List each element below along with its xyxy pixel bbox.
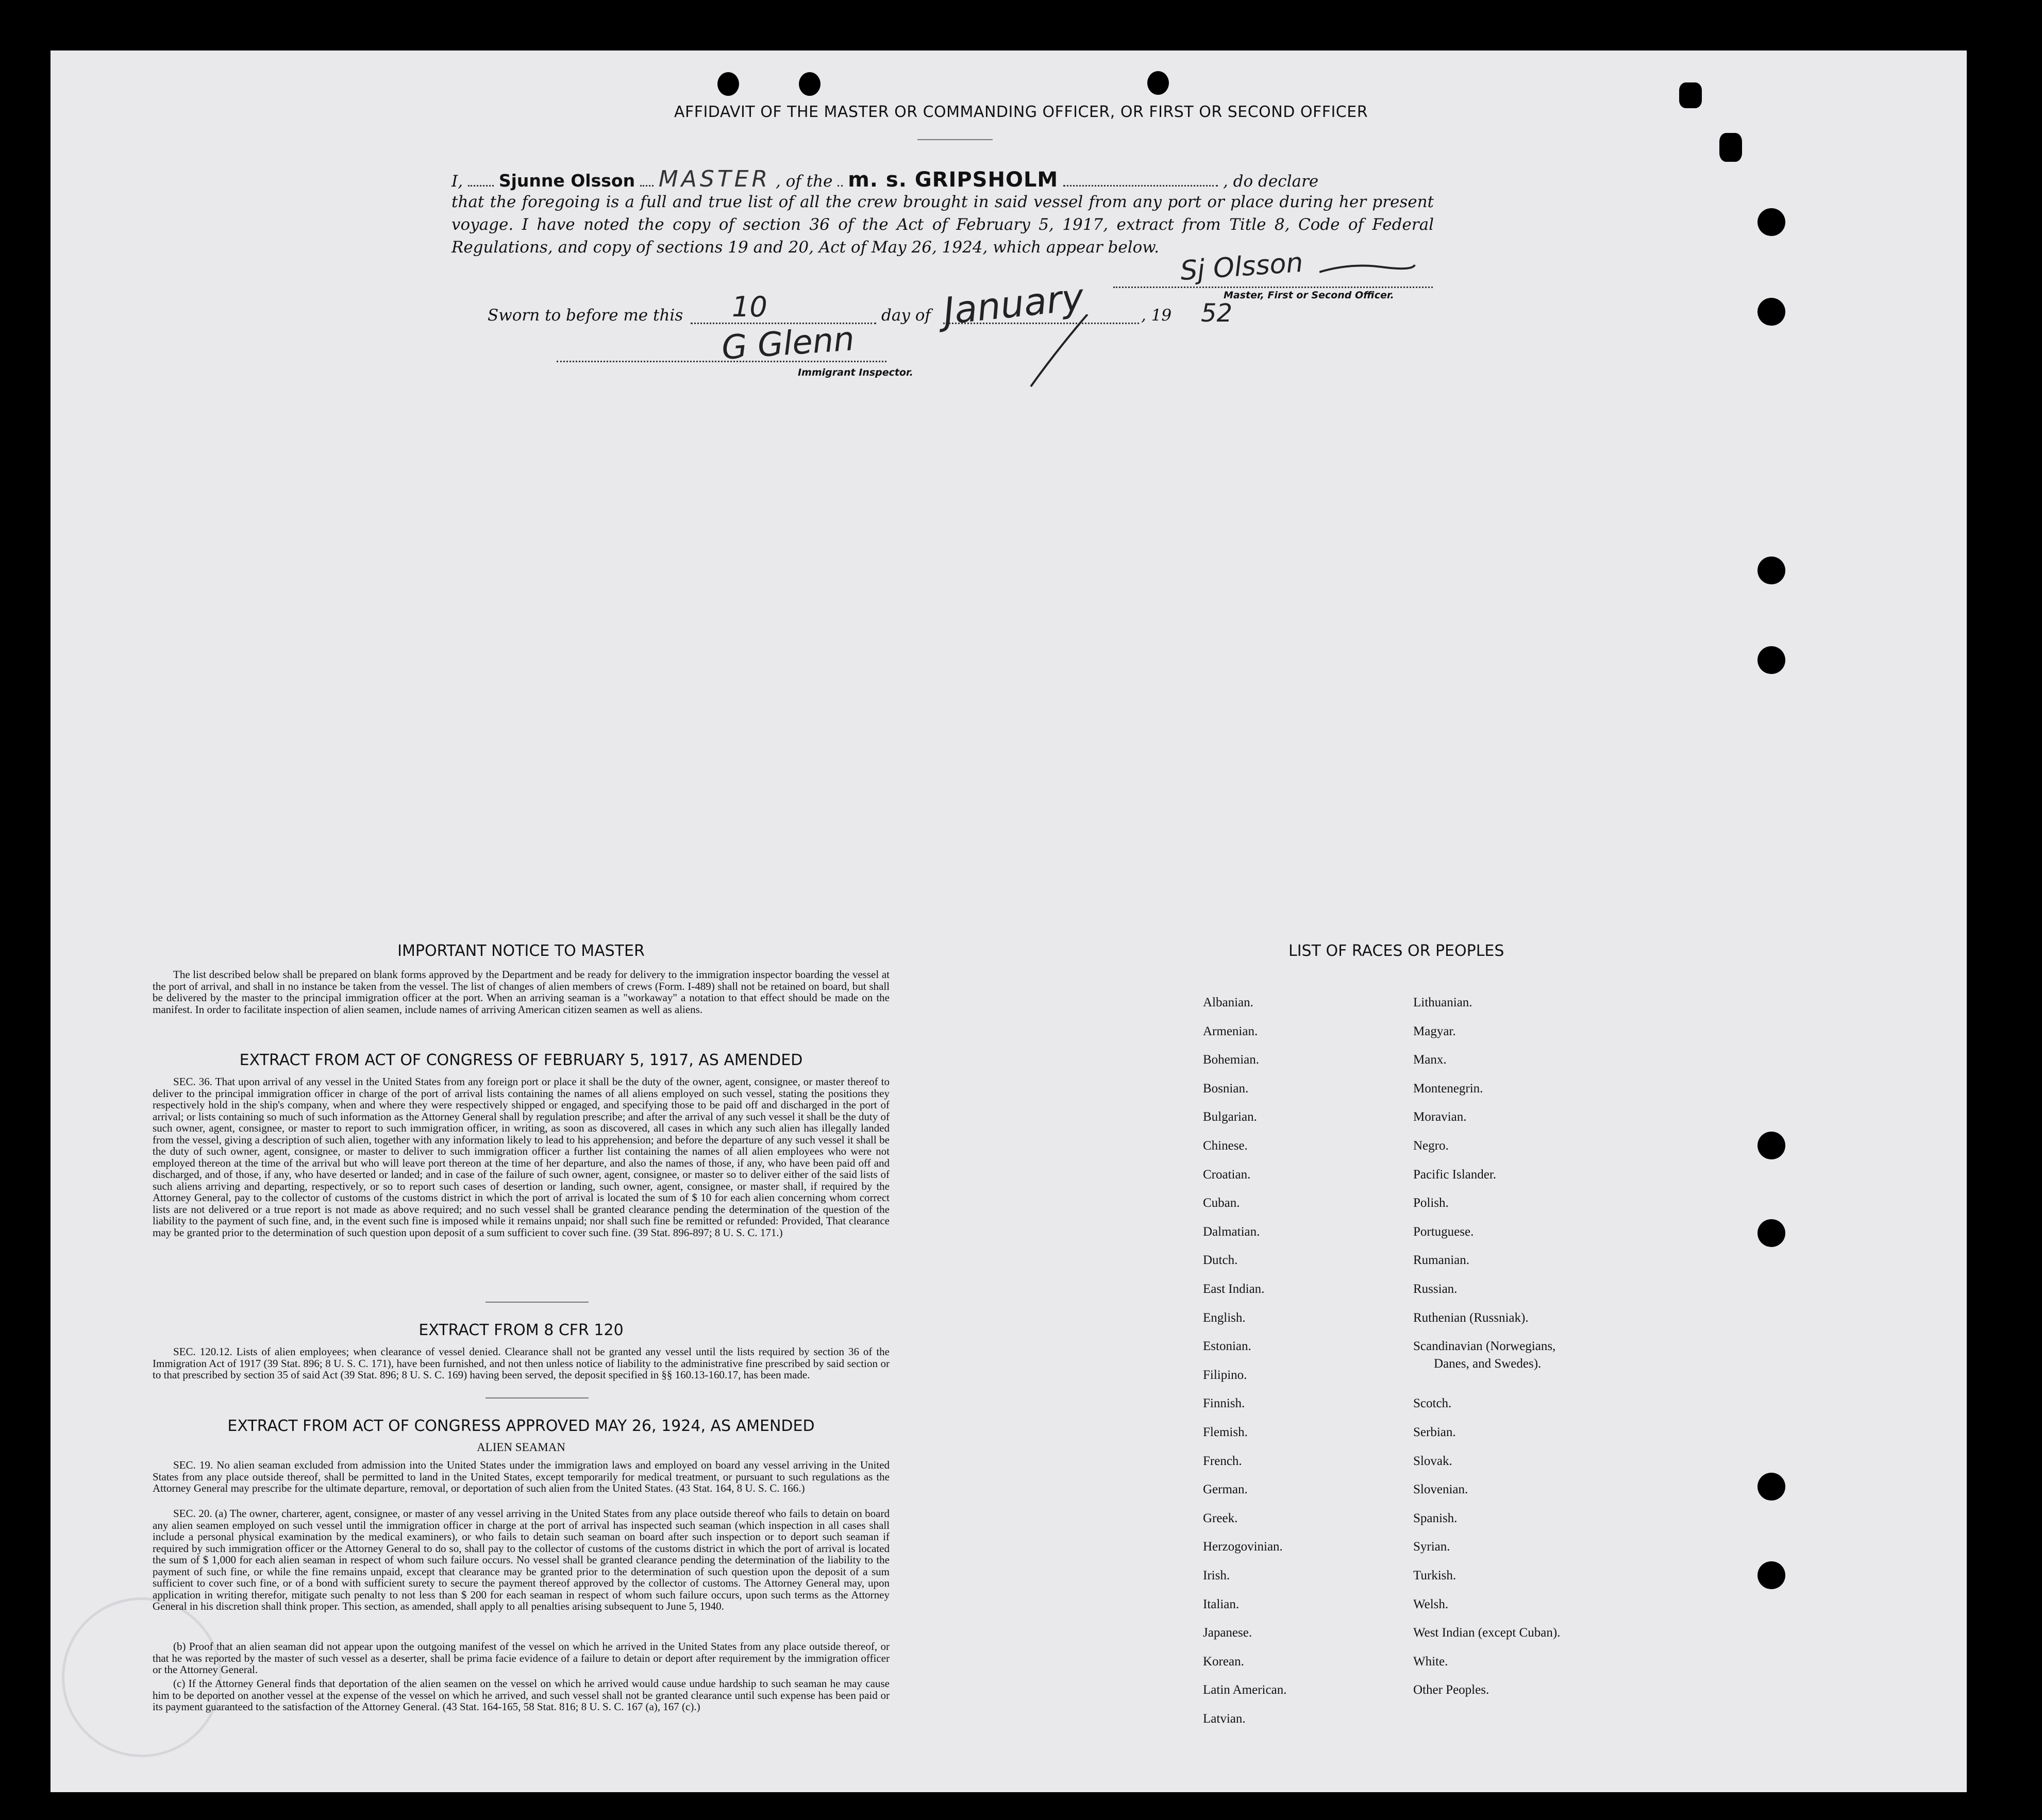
inspector-signature: G Glenn <box>720 320 856 367</box>
race-item: Russian. <box>1413 1282 1458 1296</box>
cfr-body: SEC. 120.12. Lists of alien employees; when clearance of vessel denied. Clearance shall not be granted any vessel until the lists required by section 36 of the Immigration Act of 1917 (39 Stat. 896; 8 U. S. C. 171), have been furnished, and not then unless notice of liability to the administrative fine prescribed by said section or to that prescribed by section 35 of said Act (39 Stat. 896; 8 U. S. C. 169) having been served, the deposit specified in §§ 160.13-160.17, has been made. <box>153 1345 890 1381</box>
extract-1924-subtitle: ALIEN SEAMAN <box>477 1441 565 1454</box>
race-item: East Indian. <box>1203 1282 1265 1296</box>
punch-hole <box>1758 1132 1785 1159</box>
race-item: Flemish. <box>1203 1425 1248 1439</box>
notice-body: The list described below shall be prepared on blank forms approved by the Department and be ready for delivery to the immigration inspector boarding the vessel at the port of arrival, and shall in no instance be taken from the vessel. The list of changes of alien members of crews (Form. I-489) shall not be retained on board, but shall be delivered by the master to the principal immigration officer at the port. When an arriving seaman is a "workaway" a notation to that effect should be made on the manifest. In order to facilitate inspection of alien seamen, include names of arriving American citizen seamen as well as aliens. <box>153 968 890 1016</box>
punch-hole <box>1758 298 1785 326</box>
punch-hole <box>1758 557 1785 584</box>
race-item: Bohemian. <box>1203 1053 1260 1067</box>
sec-19-body: SEC. 19. No alien seaman excluded from admission into the United States under the immigration laws and employed on board any vessel arriving in the United States from any place outside thereof, shall be permitted to land in the United States, except temporarily for medical treatment, or pursuant to such regulations as the Attorney General may prescribe for the ultimate departure, removal, or deportation of such alien from the United States. (43 Stat. 164, 8 U. S. C. 166.) <box>153 1459 890 1494</box>
race-item: French. <box>1203 1454 1242 1468</box>
section-rule <box>486 1302 589 1303</box>
dotted-leader <box>838 183 843 187</box>
sworn-year: 52 <box>1201 299 1233 328</box>
sec-20c-body: (c) If the Attorney General finds that deportation of the alien seamen on the vessel on which he arrived would cause undue hardship to such seaman he may cause him to be deported on another vessel at the expense of the vessel on which he arrived, and such vessel shall not be granted clearance until such expense has been paid or its payment guaranteed to the satisfaction of the Attorney General. (43 Stat. 164-165, 58 Stat. 816; 8 U. S. C. 167 (a), 167 (c).) <box>153 1677 890 1713</box>
race-item: Other Peoples. <box>1413 1683 1489 1697</box>
race-item: West Indian (except Cuban). <box>1413 1626 1561 1640</box>
race-item: Bosnian. <box>1203 1081 1249 1096</box>
sec-20b-body: (b) Proof that an alien seaman did not appear upon the outgoing manifest of the vessel on which he arrived in the United States from any place outside thereof, or that he was reported by the master of such vessel as a deserter, shall be prima facie evidence of a failure to detain or deport after requirement by the immigration officer or the Attorney General. <box>153 1640 890 1676</box>
signature-flourish <box>1319 258 1417 278</box>
sworn-day: 10 <box>732 291 767 323</box>
cfr-title: EXTRACT FROM 8 CFR 120 <box>419 1321 624 1339</box>
punch-hole <box>1758 1561 1785 1589</box>
race-item: Pacific Islander. <box>1413 1167 1497 1182</box>
race-item: Irish. <box>1203 1569 1230 1582</box>
dotted-leader <box>1063 183 1218 187</box>
race-item: Japanese. <box>1203 1626 1252 1640</box>
month-flourish <box>1026 314 1098 392</box>
year-prefix: , 19 <box>1141 306 1172 325</box>
race-item: White. <box>1413 1654 1448 1669</box>
dotted-leader <box>468 183 494 187</box>
races-title: LIST OF RACES OR PEOPLES <box>1288 942 1504 960</box>
of-the-label: , of the <box>775 172 833 191</box>
race-item: Slovak. <box>1413 1454 1452 1468</box>
declaration-prefix: I, <box>451 172 463 191</box>
race-item: Scotch. <box>1413 1396 1452 1411</box>
punch-hole <box>1758 208 1785 236</box>
master-name: Sjunne Olsson <box>498 171 635 191</box>
declaration-line <box>451 168 1436 193</box>
race-item: Rumanian. <box>1413 1253 1470 1268</box>
race-item: Cuban. <box>1203 1196 1240 1210</box>
race-item: Croatian. <box>1203 1167 1251 1182</box>
race-item: Latin American. <box>1203 1683 1287 1697</box>
race-item: Bulgarian. <box>1203 1110 1257 1124</box>
punch-hole <box>1719 133 1742 162</box>
race-item: Portuguese. <box>1413 1224 1474 1239</box>
race-item: Serbian. <box>1413 1425 1456 1439</box>
race-item: Finnish. <box>1203 1396 1245 1411</box>
race-item: Negro. <box>1413 1139 1449 1153</box>
race-item: Syrian. <box>1413 1540 1450 1554</box>
race-item: Slovenian. <box>1413 1482 1468 1497</box>
punch-hole <box>799 72 821 96</box>
extract-1924-title: EXTRACT FROM ACT OF CONGRESS APPROVED MAY 26, 1924, AS AMENDED <box>227 1417 815 1435</box>
extract-1917-body: SEC. 36. That upon arrival of any vessel in the United States from any foreign port or place it shall be the duty of the owner, agent, consignee, or master thereof to deliver to the principal immigration officer in charge of the port of arrival lists containing the names of all aliens employed on such vessel, stating the positions they respectively hold in the ship's company, when and where they were respectively shipped or engaged, and specifying those to be paid off and discharged in the port of arrival; or lists containing so much of such information as the Attorney General shall by regulation prescribe; and after the arrival of any such vessel it shall be the duty of such owner, agent, consignee, or master to report to such immigration officer, in writing, as soon as discovered, all cases in which any such alien has illegally landed from the vessel, giving a description of such alien, together with any information likely to lead to his apprehension; and before the departure of any such vessel it shall be the duty of such owner, agent, consignee, or master to deliver to such immigration officer a further list containing the names of all alien employees who were not employed thereon at the time of the arrival but who will leave port thereon at the time of her departure, and also the names of those, if any, who have been paid off and discharged, and of those, if any, who have deserted or landed; and in case of the failure of such owner, agent, consignee, or master so to deliver either of the said lists of such aliens arriving and departing, respectively, or so to report such cases of desertion or landing, such owner, agent, consignee, or master shall, if required by the Attorney General, pay to the collector of customs of the customs district in which the port of arrival is located the sum of $ 10 for each alien concerning whom correct lists are not delivered or a true report is not made as above required; and no such vessel shall be granted clearance pending the determination of the question of the liability to the payment of such fine, and, in the event such fine is imposed while it remains unpaid; nor shall such fine be remitted or refunded: Provided, That clearance may be granted prior to the determination of such question upon deposit of a sum sufficient to cover such fine. (39 Stat. 896-897; 8 U. S. C. 171.) <box>153 1075 890 1239</box>
race-item: Danes, and Swedes). <box>1434 1357 1542 1371</box>
race-item: Greek. <box>1203 1511 1238 1525</box>
race-item: Montenegrin. <box>1413 1081 1483 1096</box>
title-rule <box>917 139 993 140</box>
race-item: Estonian. <box>1203 1339 1251 1354</box>
race-item: Moravian. <box>1413 1110 1467 1124</box>
race-item: Filipino. <box>1203 1368 1247 1382</box>
declaration-body: that the foregoing is a full and true list of all the crew brought in said vessel from any port or place during her present voyage. I have noted the copy of section 36 of the Act of February 5, 1917, extract from Title 8, Code of Federal Regulations, and copy of sections 19 and 20, Act of May 26, 1924, which appear below. <box>451 193 1434 257</box>
race-item: Ruthenian (Russniak). <box>1413 1310 1529 1325</box>
section-rule <box>486 1397 589 1398</box>
signature-label: Master, First or Second Officer. <box>1224 290 1394 301</box>
punch-hole <box>1758 1219 1785 1247</box>
sworn-month: January <box>941 275 1086 333</box>
race-item: Spanish. <box>1413 1511 1458 1525</box>
race-item: Scandinavian (Norwegians, <box>1413 1339 1556 1354</box>
affidavit-title: AFFIDAVIT OF THE MASTER OR COMMANDING OFFICER, OR FIRST OR SECOND OFFICER <box>674 103 1368 121</box>
race-item: Chinese. <box>1203 1139 1248 1153</box>
punch-hole <box>717 72 739 96</box>
race-item: Welsh. <box>1413 1597 1449 1611</box>
race-item: Italian. <box>1203 1597 1240 1611</box>
race-item: Polish. <box>1413 1196 1449 1210</box>
day-of-label: day of <box>881 306 931 325</box>
vessel-name: m. s. GRIPSHOLM <box>848 168 1059 192</box>
punch-hole <box>1758 1473 1785 1501</box>
inspector-label: Immigrant Inspector. <box>798 367 913 378</box>
race-item: Turkish. <box>1413 1569 1457 1582</box>
race-item: Armenian. <box>1203 1024 1258 1038</box>
punch-hole <box>1147 71 1169 95</box>
race-item: Magyar. <box>1413 1024 1456 1038</box>
notice-title: IMPORTANT NOTICE TO MASTER <box>397 942 645 960</box>
race-item: Lithuanian. <box>1413 996 1472 1009</box>
declare-label: , do declare <box>1223 172 1319 191</box>
punch-hole <box>1758 646 1785 674</box>
extract-1917-title: EXTRACT FROM ACT OF CONGRESS OF FEBRUARY 5, 1917, AS AMENDED <box>239 1051 803 1069</box>
signature-line <box>1113 287 1433 288</box>
sec-20a-body: SEC. 20. (a) The owner, charterer, agent, consignee, or master of any vessel arriving in the United States from any place outside thereof who fails to detain on board any alien seamen employed on such vessel until the immigration officer in charge at the port of arrival has inspected such seaman (which inspection in all cases shall include a personal physical examination by the medical examiners), or who fails to detain such seaman on board after such inspection or to deport such seaman if required by such immigration officer or the Attorney General to do so, shall pay to the collector of customs of the customs district in which the port of arrival is located the sum of $ 1,000 for each alien seaman in respect of whom such failure occurs. No vessel shall be granted clearance pending the determination of the liability to the payment of such fine, or while the fine remains unpaid, except that clearance may be granted prior to the determination of such question upon the deposit of a sum sufficient to cover such fine, or of a bond with sufficient surety to secure the payment thereof approved by the collector of customs. The Attorney General may, upon application in writing therefor, mitigate such penalty to not less than $ 200 for each seaman in respect of whom such failure occurs, upon such terms as the Attorney General in his discretion shall think proper. This section, as amended, shall apply to all penalties arising subsequent to June 5, 1940. <box>153 1507 890 1612</box>
race-item: English. <box>1203 1310 1246 1325</box>
race-item: Herzogovinian. <box>1203 1540 1283 1554</box>
race-item: Manx. <box>1413 1053 1447 1067</box>
dotted-leader <box>640 183 654 187</box>
race-item: German. <box>1203 1482 1248 1497</box>
race-item: Dutch. <box>1203 1253 1238 1268</box>
race-item: Albanian. <box>1203 996 1253 1009</box>
race-item: Latvian. <box>1203 1712 1246 1726</box>
master-signature: Sj Olsson <box>1179 247 1304 287</box>
inspector-line <box>557 361 886 362</box>
race-item: Korean. <box>1203 1654 1244 1669</box>
race-item: Dalmatian. <box>1203 1224 1260 1239</box>
sworn-prefix: Sworn to before me this <box>488 306 683 325</box>
master-rank: MASTER <box>658 166 771 192</box>
